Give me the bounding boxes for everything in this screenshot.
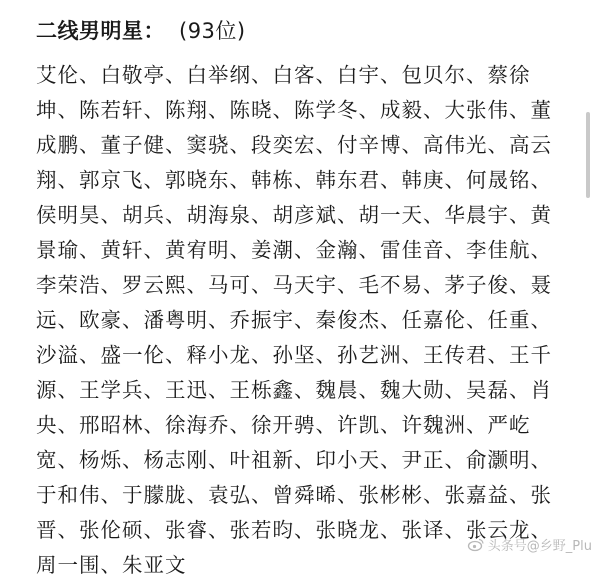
text-line: 成鹏、董子健、窦骁、段奕宏、付辛博、高伟光、高云: [36, 133, 552, 157]
heading-count: (93位): [179, 19, 246, 43]
heading-title: 二线男明星：: [36, 19, 165, 43]
text-line: 沙溢、盛一伦、释小龙、孙坚、孙艺洲、王传君、王千: [36, 343, 552, 367]
scrollbar-thumb[interactable]: [586, 112, 590, 198]
text-line: 于和伟、于朦胧、袁弘、曾舜晞、张彬彬、张嘉益、张: [36, 483, 552, 507]
text-line: 宽、杨烁、杨志刚、叶祖新、印小天、尹正、俞灏明、: [36, 448, 552, 472]
text-line: 远、欧豪、潘粤明、乔振宇、秦俊杰、任嘉伦、任重、: [36, 308, 552, 332]
text-line: 源、王学兵、王迅、王栎鑫、魏晨、魏大勋、吴磊、肖: [36, 378, 552, 402]
text-line: 坤、陈若轩、陈翔、陈晓、陈学冬、成毅、大张伟、董: [36, 98, 552, 122]
text-line: 晋、张伦硕、张睿、张若昀、张晓龙、张译、张云龙、: [36, 518, 552, 542]
name-list: [36, 58, 566, 577]
text-line: 央、邢昭林、徐海乔、徐开骋、许凯、许魏洲、严屹: [36, 413, 531, 437]
text-line: 景瑜、黄轩、黄宥明、姜潮、金瀚、雷佳音、李佳航、: [36, 238, 552, 262]
section-heading: [36, 14, 246, 48]
text-line: 周一围、朱亚文: [36, 553, 187, 577]
text-line: 翔、郭京飞、郭晓东、韩栋、韩东君、韩庚、何晟铭、: [36, 168, 552, 192]
watermark-text: 头条号@乡野_Plu: [487, 539, 592, 554]
text-line: 李荣浩、罗云熙、马可、马天宇、毛不易、茅子俊、聂: [36, 273, 552, 297]
watermark: [468, 535, 592, 554]
text-line: 侯明昊、胡兵、胡海泉、胡彦斌、胡一天、华晨宇、黄: [36, 203, 552, 227]
text-line: 艾伦、白敬亭、白举纲、白客、白宇、包贝尔、蔡徐: [36, 63, 531, 87]
weibo-logo-icon: [468, 538, 484, 551]
